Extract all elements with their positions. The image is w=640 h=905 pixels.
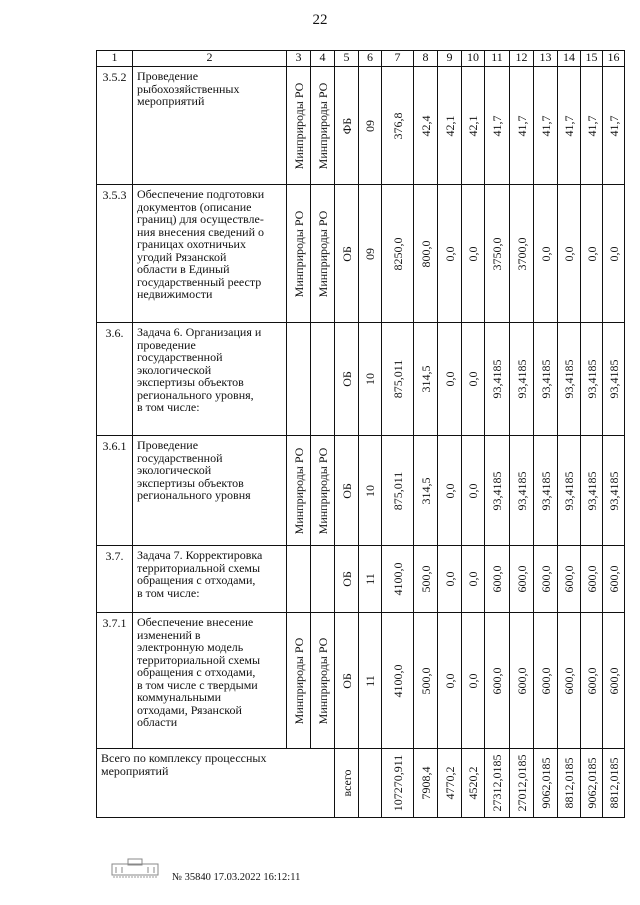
row-value-text: 800,0 — [418, 240, 433, 267]
row-value-text: 376,8 — [390, 112, 405, 139]
column-number: 14 — [558, 51, 581, 67]
row-value-text: 42,4 — [418, 115, 433, 136]
total-value-text: 4770,2 — [442, 766, 457, 800]
row-value — [462, 436, 485, 546]
row-executor — [287, 546, 311, 613]
total-label — [97, 749, 335, 818]
row-num-text: 09 — [362, 247, 377, 260]
row-value-text: 314,5 — [418, 365, 433, 393]
row-value — [414, 613, 438, 749]
row-value — [510, 546, 534, 613]
row-num — [359, 67, 382, 185]
row-value-text: 600,0 — [561, 667, 576, 694]
row-source — [335, 436, 359, 546]
row-value-text: 875,011 — [390, 471, 405, 510]
row-value-text: 600,0 — [489, 667, 504, 694]
column-number: 6 — [359, 51, 382, 67]
total-value — [581, 749, 603, 818]
row-value-text: 0,0 — [465, 673, 480, 688]
column-number: 1 — [97, 51, 133, 67]
row-value-text: 93,4185 — [584, 359, 599, 399]
table-row — [97, 436, 625, 546]
row-name-text: Проведение государственной экологической экспертизы объектов регионального уровня — [137, 438, 251, 502]
row-value — [581, 546, 603, 613]
row-name — [133, 323, 287, 436]
row-coexecutor — [311, 436, 335, 546]
row-source — [335, 546, 359, 613]
row-source — [335, 185, 359, 323]
row-value-text: 0,0 — [442, 483, 457, 498]
row-value — [485, 323, 510, 436]
row-value-text: 93,4185 — [489, 471, 504, 510]
row-value-text: 41,7 — [606, 115, 621, 136]
row-num-text: 10 — [362, 373, 377, 385]
total-value-text: 8812,0185 — [606, 757, 621, 809]
row-value — [462, 185, 485, 323]
total-value-text: 7908,4 — [418, 766, 433, 800]
row-value-text: 0,0 — [442, 673, 457, 688]
row-source-text: ОБ — [339, 672, 354, 689]
row-source — [335, 67, 359, 185]
column-number: 8 — [414, 51, 438, 67]
row-value — [485, 546, 510, 613]
row-coexecutor-text: Минприроды РО — [315, 82, 330, 169]
total-value — [534, 749, 558, 818]
row-value-text: 93,4185 — [606, 359, 621, 399]
row-value — [581, 67, 603, 185]
row-coexecutor — [311, 613, 335, 749]
table-row — [97, 546, 625, 613]
row-executor — [287, 613, 311, 749]
row-value-text: 0,0 — [584, 246, 599, 261]
row-num — [359, 185, 382, 323]
row-value — [534, 436, 558, 546]
row-value — [603, 185, 625, 323]
row-source-text: ОБ — [339, 245, 354, 262]
row-value-text: 93,4185 — [538, 359, 553, 399]
row-name — [133, 436, 287, 546]
total-value-text: 4520,2 — [465, 766, 480, 800]
row-name-text: Обеспечение подготовки документов (описание границ) для осуществле- ния внесения сведений о границах охотничьих угодий Рязанской области в Единый государственный реестр недвижимости — [137, 187, 265, 301]
row-coexecutor — [311, 185, 335, 323]
row-name-text: Задача 7. Корректировка территориальной схемы обращения с отходами, в том числе: — [137, 548, 263, 600]
row-value — [462, 613, 485, 749]
row-coexecutor — [311, 67, 335, 185]
row-value-text: 875,011 — [390, 359, 405, 399]
table-row — [97, 185, 625, 323]
page-number: 22 — [312, 12, 328, 28]
row-source-text: ОБ — [339, 482, 354, 499]
column-number: 13 — [534, 51, 558, 67]
row-value — [438, 613, 462, 749]
row-value-text: 93,4185 — [538, 471, 553, 510]
row-coexecutor-text: Минприроды РО — [315, 637, 330, 724]
total-value — [438, 749, 462, 818]
row-value — [414, 185, 438, 323]
row-value-text: 0,0 — [561, 246, 576, 261]
row-value — [558, 185, 581, 323]
row-num — [359, 613, 382, 749]
column-number: 4 — [311, 51, 335, 67]
program-activities-table — [96, 50, 625, 818]
row-value — [414, 436, 438, 546]
row-name — [133, 546, 287, 613]
row-value-text: 500,0 — [418, 565, 433, 593]
table-row — [97, 323, 625, 436]
row-value-text: 0,0 — [606, 246, 621, 261]
row-value-text: 41,7 — [514, 115, 529, 136]
row-value — [603, 546, 625, 613]
row-value-text: 600,0 — [561, 565, 576, 593]
total-value-text: 107270,911 — [390, 754, 405, 812]
row-value-text: 0,0 — [442, 571, 457, 587]
total-empty-cell — [359, 749, 382, 818]
row-value-text: 93,4185 — [606, 471, 621, 510]
row-value — [558, 323, 581, 436]
row-value — [558, 546, 581, 613]
row-value — [485, 185, 510, 323]
row-num — [359, 436, 382, 546]
row-code: 3.5.3 — [97, 185, 133, 323]
row-name — [133, 67, 287, 185]
row-value-text: 41,7 — [538, 115, 553, 136]
row-value-text: 0,0 — [442, 246, 457, 261]
total-value-text: 8812,0185 — [561, 757, 576, 809]
row-source-text: ОБ — [339, 371, 354, 387]
row-value-text: 93,4185 — [561, 359, 576, 399]
row-executor — [287, 436, 311, 546]
total-value — [382, 749, 414, 818]
row-value — [534, 546, 558, 613]
row-value-text: 93,4185 — [584, 471, 599, 510]
total-value-text: 9062,0185 — [538, 757, 553, 809]
row-value — [581, 185, 603, 323]
row-value-text: 4100,0 — [390, 562, 405, 596]
row-executor-text: Минприроды РО — [291, 637, 306, 724]
total-value — [485, 749, 510, 818]
row-executor-text: Минприроды РО — [291, 82, 306, 169]
row-value-text: 600,0 — [538, 565, 553, 593]
total-value — [462, 749, 485, 818]
row-value — [382, 185, 414, 323]
row-value-text: 41,7 — [489, 115, 504, 136]
total-label-text: Всего по комплексу процессных мероприятий — [101, 751, 267, 778]
total-value — [603, 749, 625, 818]
row-value — [382, 436, 414, 546]
row-value-text: 0,0 — [538, 246, 553, 261]
row-value-text: 600,0 — [514, 667, 529, 694]
row-name-text: Проведение рыбохозяйственных мероприятий — [137, 69, 240, 108]
row-value — [438, 67, 462, 185]
row-value — [485, 67, 510, 185]
row-coexecutor — [311, 546, 335, 613]
row-value — [558, 613, 581, 749]
row-coexecutor-text: Минприроды РО — [315, 210, 330, 297]
row-value-text: 42,1 — [465, 115, 480, 136]
row-value — [581, 323, 603, 436]
column-number: 16 — [603, 51, 625, 67]
row-num-text: 09 — [362, 119, 377, 132]
column-number: 10 — [462, 51, 485, 67]
row-value — [382, 613, 414, 749]
total-value-text: 9062,0185 — [584, 757, 599, 809]
column-number: 9 — [438, 51, 462, 67]
row-value — [414, 546, 438, 613]
row-value — [414, 67, 438, 185]
total-row — [97, 749, 625, 818]
row-value — [462, 323, 485, 436]
row-num-text: 10 — [362, 484, 377, 497]
column-number-row — [97, 51, 625, 67]
row-value-text: 0,0 — [465, 246, 480, 261]
row-code: 3.5.2 — [97, 67, 133, 185]
total-value — [510, 749, 534, 818]
row-value — [510, 185, 534, 323]
row-value — [603, 613, 625, 749]
row-name — [133, 613, 287, 749]
row-value-text: 314,5 — [418, 477, 433, 504]
row-value — [581, 613, 603, 749]
row-value — [462, 67, 485, 185]
row-code: 3.7. — [97, 546, 133, 613]
column-number: 7 — [382, 51, 414, 67]
row-value — [603, 323, 625, 436]
row-value — [438, 185, 462, 323]
row-value — [558, 67, 581, 185]
row-value — [510, 436, 534, 546]
row-value — [603, 436, 625, 546]
row-name — [133, 185, 287, 323]
row-value-text: 0,0 — [465, 371, 480, 387]
row-value — [438, 436, 462, 546]
row-executor — [287, 185, 311, 323]
row-value-text: 600,0 — [514, 565, 529, 593]
row-value — [510, 613, 534, 749]
row-value — [485, 613, 510, 749]
row-executor-text: Минприроды РО — [291, 210, 306, 297]
row-value — [603, 67, 625, 185]
row-value-text: 600,0 — [606, 565, 621, 593]
row-value-text: 42,1 — [442, 115, 457, 136]
row-value-text: 0,0 — [465, 483, 480, 498]
row-value — [510, 323, 534, 436]
row-value — [382, 323, 414, 436]
row-value-text: 8250,0 — [390, 237, 405, 270]
row-source-text: ФБ — [339, 117, 354, 134]
row-value-text: 4100,0 — [390, 664, 405, 697]
row-value-text: 41,7 — [584, 115, 599, 136]
row-value-text: 93,4185 — [489, 359, 504, 399]
row-num-text: 11 — [362, 573, 377, 585]
row-executor — [287, 67, 311, 185]
row-value-text: 0,0 — [465, 571, 480, 587]
document-stamp-icon — [110, 858, 162, 880]
row-value-text: 41,7 — [561, 115, 576, 136]
total-source-text: всего — [339, 769, 354, 797]
row-coexecutor — [311, 323, 335, 436]
row-value — [534, 67, 558, 185]
row-value-text: 500,0 — [418, 667, 433, 694]
column-number: 12 — [510, 51, 534, 67]
row-value-text: 0,0 — [442, 371, 457, 387]
table-row — [97, 613, 625, 749]
row-value — [438, 546, 462, 613]
total-source — [335, 749, 359, 818]
row-coexecutor-text: Минприроды РО — [315, 447, 330, 534]
row-executor-text: Минприроды РО — [291, 447, 306, 534]
row-value-text: 93,4185 — [514, 471, 529, 510]
row-name-text: Задача 6. Организация и проведение государственной экологической экспертизы объектов регионального уровня, в том числе: — [137, 325, 262, 414]
row-value — [534, 185, 558, 323]
column-number: 11 — [485, 51, 510, 67]
row-value — [581, 436, 603, 546]
row-value — [534, 613, 558, 749]
row-name-text: Обеспечение внесение изменений в электронную модель территориальной схемы обращения с отходами, в том числе с твердыми коммунальными отходами, Рязанской области — [137, 615, 261, 729]
row-code: 3.6. — [97, 323, 133, 436]
column-number: 2 — [133, 51, 287, 67]
column-number: 5 — [335, 51, 359, 67]
total-value — [414, 749, 438, 818]
row-num — [359, 323, 382, 436]
registration-line: № 35840 17.03.2022 16:12:11 — [172, 872, 301, 883]
row-value-text: 600,0 — [606, 667, 621, 694]
row-value — [382, 67, 414, 185]
row-value-text: 600,0 — [584, 565, 599, 593]
table-row — [97, 67, 625, 185]
row-num — [359, 546, 382, 613]
row-value-text: 3700,0 — [514, 237, 529, 270]
row-source — [335, 323, 359, 436]
row-value-text: 600,0 — [538, 667, 553, 694]
row-source-text: ОБ — [339, 571, 354, 587]
row-value — [382, 546, 414, 613]
row-code: 3.6.1 — [97, 436, 133, 546]
row-value — [462, 546, 485, 613]
total-value — [558, 749, 581, 818]
row-code: 3.7.1 — [97, 613, 133, 749]
row-value-text: 3750,0 — [489, 237, 504, 270]
row-executor — [287, 323, 311, 436]
row-value — [414, 323, 438, 436]
row-value — [510, 67, 534, 185]
row-value-text: 600,0 — [584, 667, 599, 694]
column-number: 3 — [287, 51, 311, 67]
row-num-text: 11 — [362, 674, 377, 687]
row-value-text: 93,4185 — [514, 359, 529, 399]
column-number: 15 — [581, 51, 603, 67]
row-value — [534, 323, 558, 436]
total-value-text: 27312,0185 — [489, 754, 504, 812]
row-value — [438, 323, 462, 436]
row-value — [485, 436, 510, 546]
total-value-text: 27012,0185 — [514, 754, 529, 812]
row-value — [558, 436, 581, 546]
row-source — [335, 613, 359, 749]
row-value-text: 93,4185 — [561, 471, 576, 510]
row-value-text: 600,0 — [489, 565, 504, 593]
